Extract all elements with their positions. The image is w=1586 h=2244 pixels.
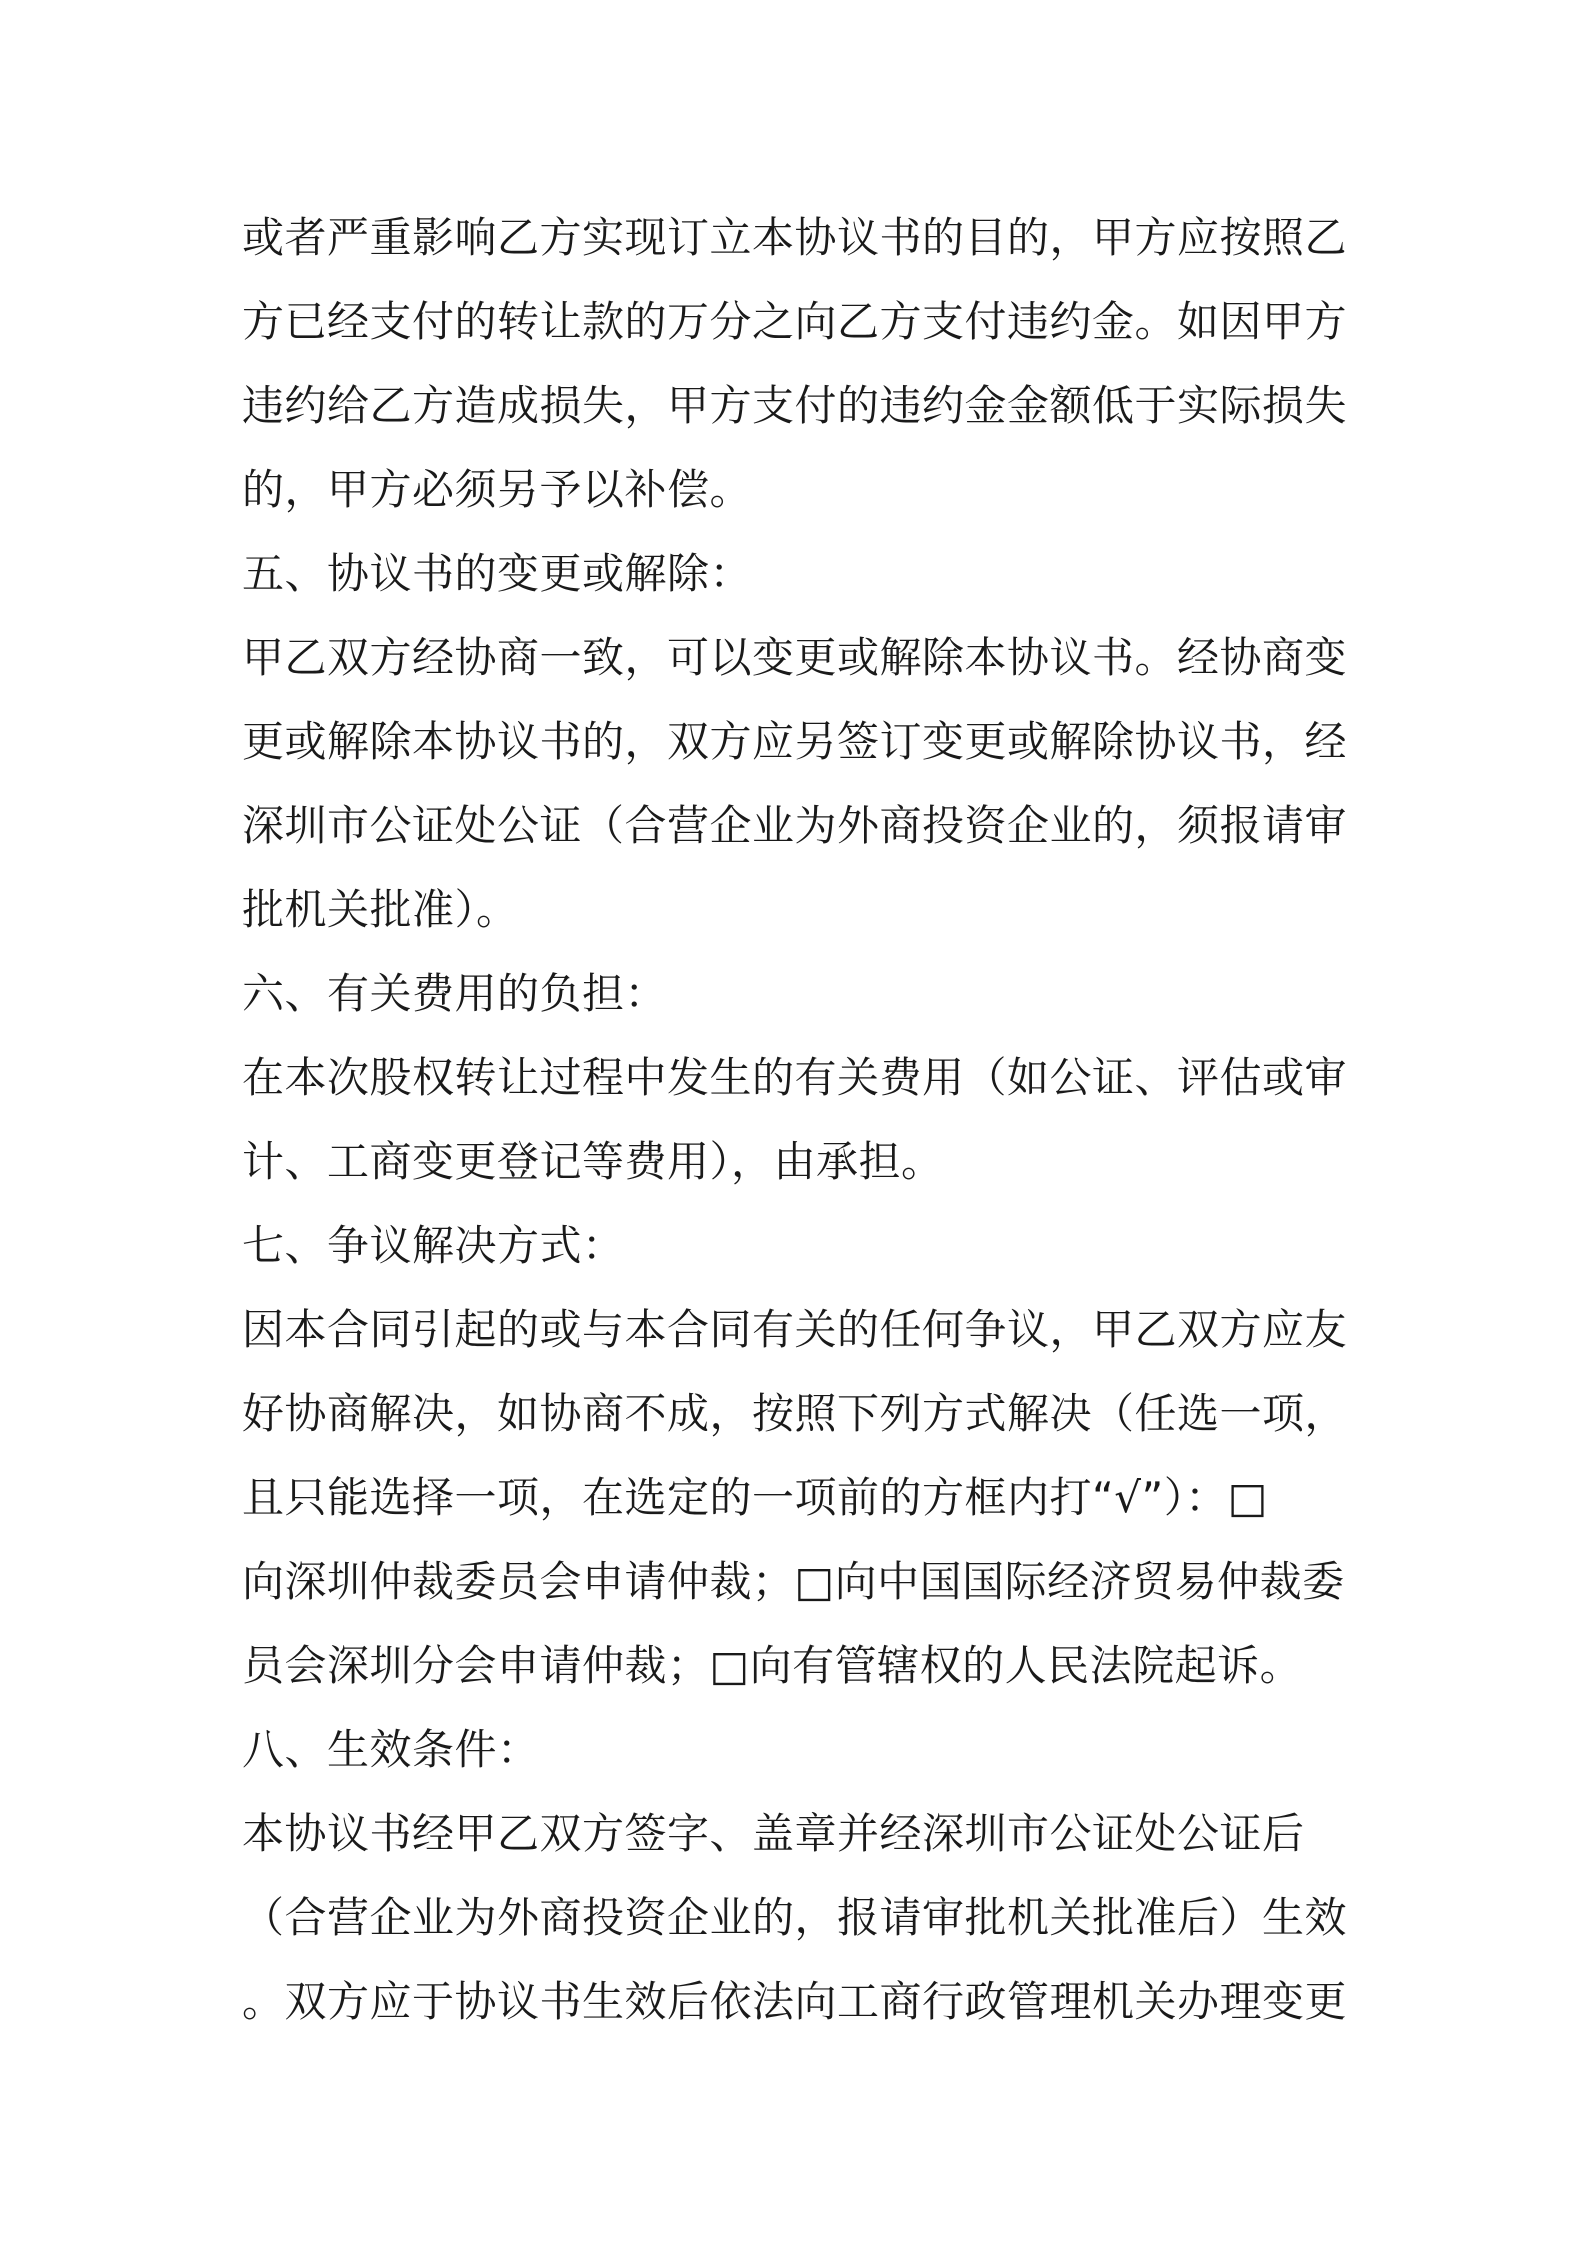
text-line: 批机关批准）。 xyxy=(242,885,519,934)
text-line: 更或解除本协议书的，双方应另签订变更或解除协议书，经 xyxy=(242,717,1348,766)
text-line: 好协商解决，如协商不成，按照下列方式解决（任选一项， xyxy=(242,1389,1348,1438)
text-line: 在本次股权转让过程中发生的有关费用（如公证、评估或审 xyxy=(242,1053,1348,1102)
text-line: 。双方应于协议书生效后依法向工商行政管理机关办理变更 xyxy=(242,1977,1348,2026)
text-line: 向深圳仲裁委员会申请仲裁；□向中国国际经济贸易仲裁委 xyxy=(242,1557,1345,1606)
section-heading: 七、争议解决方式： xyxy=(242,1221,625,1270)
text-line: 的，甲方必须另予以补偿。 xyxy=(242,465,753,514)
text-line: 或者严重影响乙方实现订立本协议书的目的，甲方应按照乙 xyxy=(242,213,1348,262)
text-line: 且只能选择一项，在选定的一项前的方框内打“√”）：□ xyxy=(242,1473,1268,1522)
text-line: 甲乙双方经协商一致，可以变更或解除本协议书。经协商变 xyxy=(242,633,1348,682)
section-heading: 六、有关费用的负担： xyxy=(242,969,668,1018)
text-line: 员会深圳分会申请仲裁；□向有管辖权的人民法院起诉。 xyxy=(242,1641,1303,1690)
text-line: 本协议书经甲乙双方签字、盖章并经深圳市公证处公证后 xyxy=(242,1809,1305,1858)
text-line: 计、工商变更登记等费用），由承担。 xyxy=(242,1137,944,1186)
text-line: 因本合同引起的或与本合同有关的任何争议，甲乙双方应友 xyxy=(242,1305,1348,1354)
document-body xyxy=(242,196,1362,2044)
section-heading: 八、生效条件： xyxy=(242,1725,540,1774)
text-line: 深圳市公证处公证（合营企业为外商投资企业的，须报请审 xyxy=(242,801,1348,850)
text-line: 违约给乙方造成损失，甲方支付的违约金金额低于实际损失 xyxy=(242,381,1348,430)
text-line: （合营企业为外商投资企业的，报请审批机关批准后）生效 xyxy=(242,1893,1348,1942)
section-heading: 五、协议书的变更或解除： xyxy=(242,549,753,598)
text-line: 方已经支付的转让款的万分之向乙方支付违约金。如因甲方 xyxy=(242,297,1348,346)
